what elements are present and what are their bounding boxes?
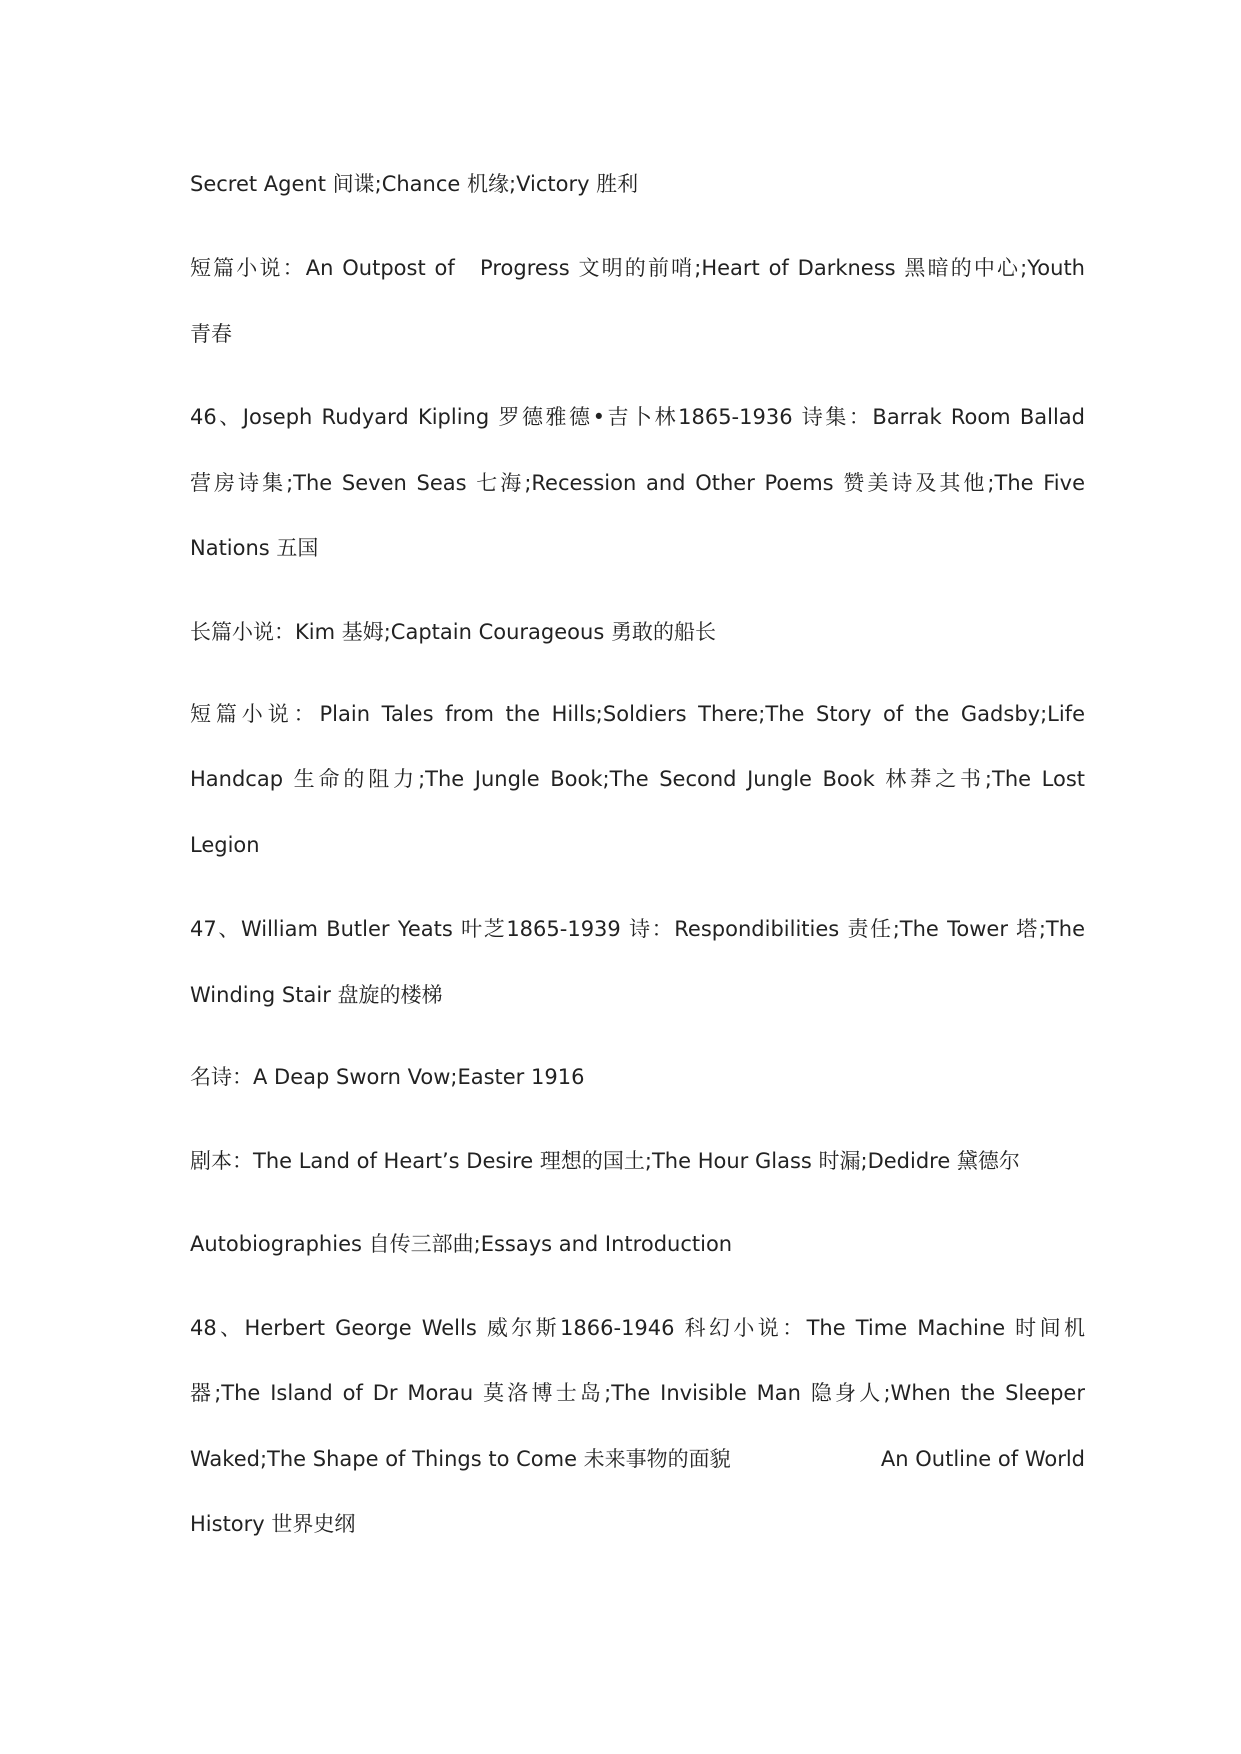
text-line: Legion [190, 833, 260, 857]
text-line: Winding Stair 盘旋的楼梯 [190, 983, 443, 1007]
text-line: Secret Agent 间谍;Chance 机缘;Victory 胜利 [190, 172, 639, 196]
text-line: Nations 五国 [190, 536, 319, 560]
text-line: History 世界史纲 [190, 1512, 356, 1536]
text-line: 青春 [190, 322, 232, 346]
text-line: Handcap 生命的阻力;The Jungle Book;The Second Jungle Book 林莽之书;The Lost [190, 767, 1085, 791]
text-segment: Waked;The Shape of Things to Come 未来事物的面貌 [190, 1447, 731, 1471]
text-line: 长篇小说：Kim 基姆;Captain Courageous 勇敢的船长 [190, 620, 716, 644]
text-line: 剧本：The Land of Heart’s Desire 理想的国土;The Hour Glass 时漏;Dedidre 黛德尔 [190, 1149, 1020, 1173]
text-segment: An Outline of World [880, 1447, 1085, 1471]
text-line: Autobiographies 自传三部曲;Essays and Introduction [190, 1232, 733, 1256]
text-line: 47、William Butler Yeats 叶芝1865-1939 诗：Respondibilities 责任;The Tower 塔;The [190, 917, 1085, 941]
text-line: 短篇小说：Plain Tales from the Hills;Soldiers There;The Story of the Gadsby;Life [190, 702, 1085, 726]
text-line: 48、Herbert George Wells 威尔斯1866-1946 科幻小说：The Time Machine 时间机 [190, 1316, 1085, 1340]
text-line [190, 1444, 1085, 1474]
text-line: 名诗：A Deap Sworn Vow;Easter 1916 [190, 1065, 585, 1089]
text-line: 短篇小说：An Outpost of Progress 文明的前哨;Heart of Darkness 黑暗的中心;Youth [190, 256, 1085, 280]
text-line: 器;The Island of Dr Morau 莫洛博士岛;The Invisible Man 隐身人;When the Sleeper [190, 1381, 1085, 1405]
text-line: 46、Joseph Rudyard Kipling 罗德雅德•吉卜林1865-1936 诗集：Barrak Room Ballad [190, 405, 1085, 429]
text-line: 营房诗集;The Seven Seas 七海;Recession and Other Poems 赞美诗及其他;The Five [190, 471, 1085, 495]
